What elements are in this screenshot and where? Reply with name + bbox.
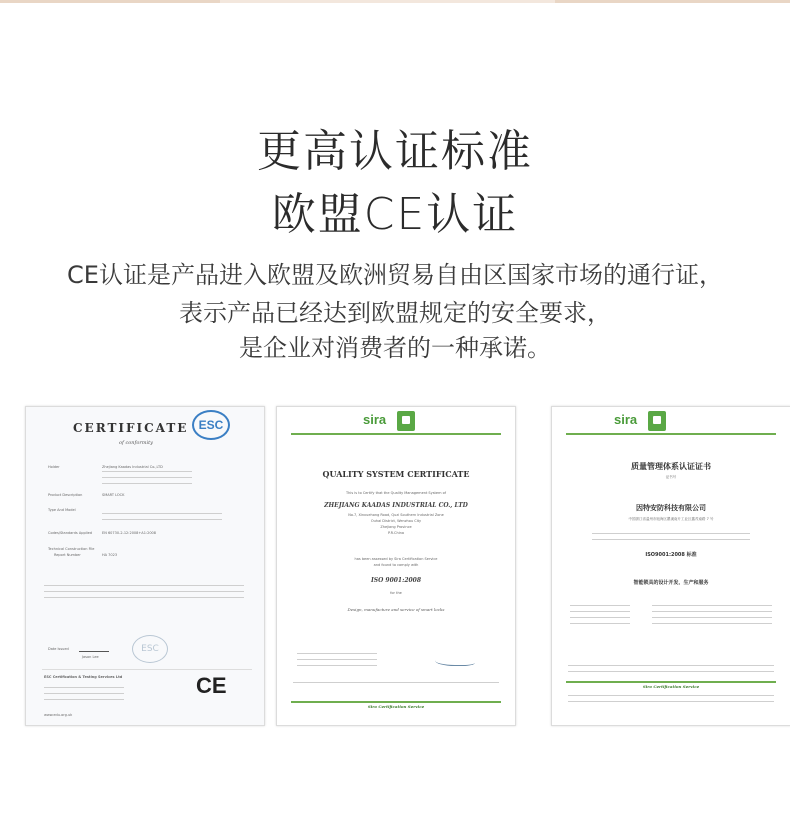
holder-address-lines	[102, 471, 192, 489]
certificate-subtitle: of conformity	[119, 440, 153, 446]
heading-line-1: 更高认证标准	[257, 126, 533, 177]
green-footer-bar	[291, 701, 501, 703]
footer-divider	[42, 669, 252, 670]
footer-website: www.edu.org.uk	[44, 713, 73, 717]
iso-standard: ISO 9001:2008	[370, 577, 422, 584]
for-label: for the	[390, 591, 402, 595]
heading-line-2: 欧盟CE认证	[271, 189, 519, 240]
holder-value: Zhejiang Kaadas Industrial Co.,LTD	[102, 465, 163, 469]
footer-address-lines	[44, 687, 124, 705]
green-header-bar	[566, 433, 776, 435]
statement-lines	[592, 533, 750, 545]
signatory-name: Jason Lee	[82, 655, 99, 659]
signature	[435, 655, 475, 666]
iso-standard: ISO9001:2008 标准	[645, 552, 697, 558]
company-name: 因特安防科技有限公司	[636, 504, 706, 512]
company-address: 中国浙江省温州市瓯海区瞿溪南片工业区鑫茂南路 7 号	[628, 517, 714, 521]
certificate-title: 质量管理体系认证证书	[631, 462, 711, 471]
label-product: Product Description	[48, 493, 83, 497]
address-line-1: No.7, Xinxuehong Road, Quzi Southern Industrial Zone	[348, 513, 444, 517]
label-tcf: Technical Construction File	[48, 547, 95, 551]
comply-line: and found to comply with	[373, 563, 419, 567]
signature	[79, 645, 109, 652]
label-type: Type And Model	[48, 508, 76, 512]
product-value: SMART LOCK	[102, 493, 125, 497]
certificate-title: QUALITY SYSTEM CERTIFICATE	[322, 469, 470, 479]
report-value: HA 7023	[102, 553, 118, 557]
date-issued-label: Date Issued	[48, 647, 69, 651]
description-line-1: CE认证是产品进入欧盟及欧洲贸易自由区国家市场的通行证，	[67, 261, 723, 289]
label-report: Report Number	[54, 553, 81, 557]
model-lines	[102, 513, 222, 525]
address-line-3: Zhejiang Province	[380, 525, 412, 529]
certificate-dates-lines	[570, 605, 630, 629]
standards-value: EN 60730-2-12:2008+A1:2008	[102, 531, 157, 535]
address-line-2: Ouhai District, Wenzhou City	[370, 519, 422, 523]
certificate-title: CERTIFICATE	[73, 421, 189, 435]
certificate-number-label: 证书号	[665, 475, 677, 479]
fine-print-lines	[568, 665, 774, 677]
esc-stamp: ESC	[132, 635, 168, 663]
sira-chinese-certificate-image: sira 质量管理体系认证证书 证书号 因特安防科技有限公司 中国浙江省温州市瓯海区瞿溪南片工业区鑫茂南路 7 号 ISO9001:2008 标准 智能锁具的设计开发、生产和服务 Sira Certification Service	[551, 406, 790, 726]
sira-quality-certificate-image: sira QUALITY SYSTEM CERTIFICATE This is to Certify that the Quality Management System of ZHEJIANG KAADAS INDUSTRIAL CO., LTD No.7, Xinxuehong Road, Quzi Southern Industrial Zone Ouhai District, Wenzhou City Zhejiang Province P.R.China has been assessed by Sira Certification Service and found to comply with ISO 9001:2008 for the Design, manufacture and service of smart locks Sira Certification Service	[276, 406, 516, 726]
address-line-4: P.R.China	[387, 531, 405, 535]
certificate-footer: Sira Certification Service	[367, 704, 425, 709]
footer-org: ESC Certification & Testing Services Ltd	[44, 675, 123, 679]
footer-address-lines	[568, 695, 774, 707]
green-footer-bar	[566, 681, 776, 683]
label-standards: Codes/Standards Applied	[48, 531, 92, 535]
statement-lines	[44, 585, 244, 603]
certificate-scope: Design, manufacture and service of smart locks	[347, 607, 445, 612]
label-holder: Holder	[48, 465, 60, 469]
certificate-notes-lines	[652, 605, 772, 629]
certificate-details-lines	[297, 653, 377, 671]
top-accent-bar	[0, 0, 790, 3]
certificate-scope: 智能锁具的设计开发、生产和服务	[633, 580, 709, 586]
certify-line: This is to Certify that the Quality Management System of	[346, 491, 446, 495]
assessed-line: has been assessed by Sira Certification Service	[354, 557, 438, 561]
description-line-2: 表示产品已经达到欧盟规定的安全要求，	[179, 299, 611, 327]
company-name: ZHEJIANG KAADAS INDUSTRIAL CO., LTD	[324, 502, 468, 509]
esc-logo: ESC	[192, 410, 230, 440]
fine-print-lines	[293, 682, 499, 688]
certificate-footer: Sira Certification Service	[642, 684, 700, 689]
top-accent-segment-right	[555, 0, 790, 3]
ce-mark: CE	[196, 673, 227, 698]
description-line-3: 是企业对消费者的一种承诺。	[239, 334, 551, 362]
green-header-bar	[291, 433, 501, 435]
top-accent-segment-left	[0, 0, 220, 3]
ce-certificate-image	[25, 406, 265, 726]
